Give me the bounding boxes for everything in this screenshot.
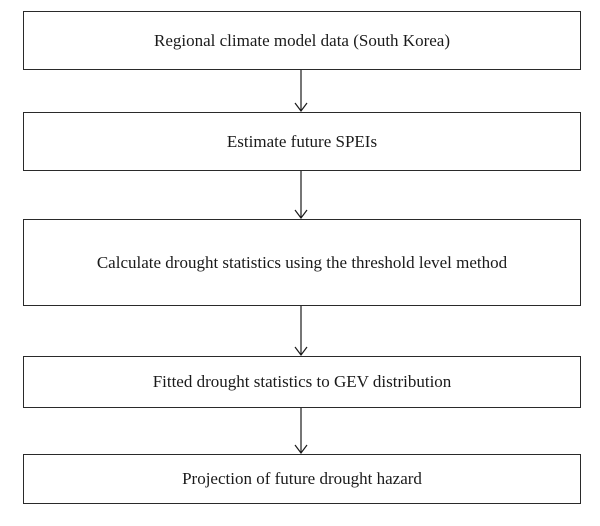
step-1-label: Regional climate model data (South Korea) [154, 30, 450, 50]
step-4-box [23, 356, 581, 408]
step-2-label: Estimate future SPEIs [226, 131, 378, 151]
step-5-label: Projection of future drought hazard [182, 469, 422, 488]
step-5-box [23, 454, 581, 504]
arrow-4-to-5 [295, 408, 307, 453]
arrow-1-to-2 [295, 70, 307, 111]
step-3-label: Calculate drought statistics using the threshold level method [96, 252, 508, 272]
step-1-box [23, 11, 581, 70]
step-3-box [23, 219, 581, 306]
step-4-label: Fitted drought statistics to GEV distribution [152, 372, 452, 391]
arrow-3-to-4 [295, 306, 307, 355]
arrow-2-to-3 [295, 171, 307, 218]
step-2-box [23, 112, 581, 171]
